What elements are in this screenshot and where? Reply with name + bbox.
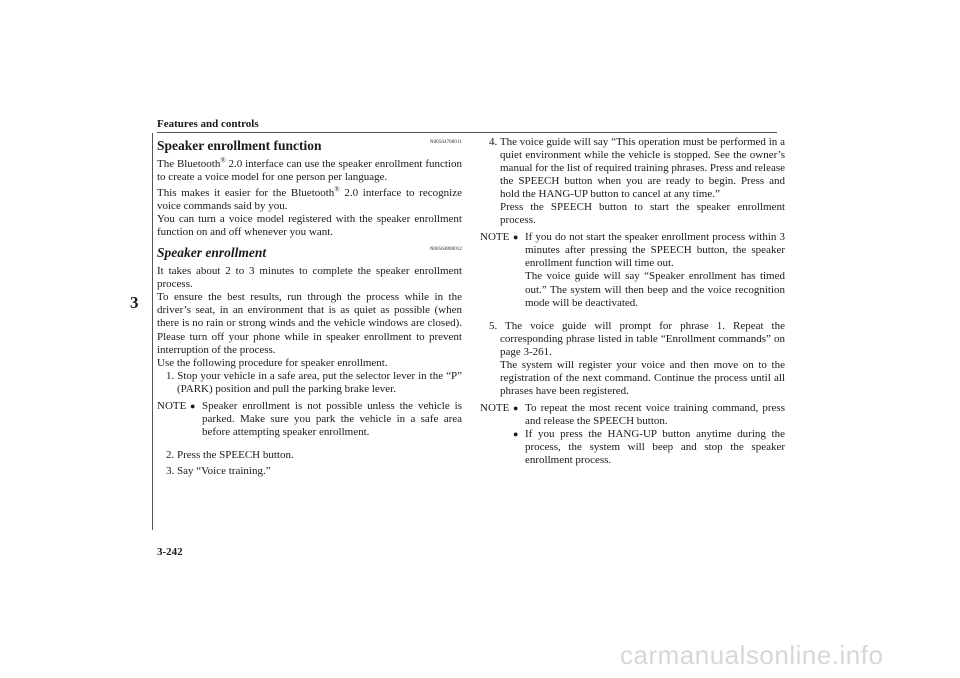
bullet-icon: ● bbox=[513, 402, 519, 413]
step-4: 4. The voice guide will say “This operation must be performed in a quiet environment while the vehicle is stopped. See the owner’s manual for the list of required training phrases. Press and release the SPEECH button when you are ready to begin. Press and hold the HANG-UP button to cancel at any time.” bbox=[489, 136, 785, 201]
watermark: carmanualsonline.info bbox=[620, 640, 884, 670]
left-column bbox=[157, 136, 462, 478]
note-label: NOTE bbox=[480, 401, 510, 414]
step-3: 3. Say “Voice training.” bbox=[166, 464, 271, 477]
note-text: Speaker enrollment is not possible unless the vehicle is parked. Make sure you park the vehicle in a safe area before attempting speaker enrollment. bbox=[202, 399, 462, 438]
paragraph-recognition bbox=[157, 187, 462, 213]
section-heading-text: Speaker enrollment function bbox=[157, 138, 322, 153]
note-label: NOTE bbox=[157, 399, 187, 412]
note-text: To repeat the most recent voice training command, press and release the SPEECH button. bbox=[525, 401, 785, 427]
note-text-b: The voice guide will say “Speaker enrollment has timed out.” The system will then beep and the voice recognition mode will be deactivated. bbox=[525, 270, 785, 309]
note-block-1 bbox=[157, 400, 462, 439]
paragraph-duration: It takes about 2 to 3 minutes to complete the speaker enrollment process. bbox=[157, 265, 462, 291]
header-rule bbox=[157, 132, 777, 133]
right-column bbox=[480, 136, 785, 467]
step-1: 1. Stop your vehicle in a safe area, put the selector lever in the “P” (PARK) position and pull the parking brake lever. bbox=[166, 369, 462, 395]
registered-mark: ® bbox=[334, 185, 340, 194]
paragraph-procedure: Use the following procedure for speaker enrollment. bbox=[157, 356, 388, 369]
registered-mark: ® bbox=[220, 156, 226, 165]
paragraph-best-results: To ensure the best results, run through the process while in the driver’s seat, in an environment that is as quiet as possible (when there is no rain or strong winds and the vehicle windows are closed). Please turn off your phone while in speaker enrollment to prevent interruption of the process. bbox=[157, 291, 462, 356]
subsection-heading bbox=[157, 245, 462, 261]
note-bullet bbox=[513, 428, 785, 467]
note-bullet bbox=[513, 231, 785, 309]
bullet-icon: ● bbox=[190, 400, 196, 411]
bullet-icon: ● bbox=[513, 428, 519, 439]
subsection-heading-text: Speaker enrollment bbox=[157, 245, 267, 261]
recognition-text-a: This makes it easier for the Bluetooth bbox=[157, 187, 335, 200]
chapter-tab-column bbox=[127, 133, 153, 530]
step-5: 5. The voice guide will prompt for phrase 1. Repeat the corresponding phrase listed in table “Enrollment commands” on page 3-261. bbox=[489, 319, 785, 358]
chapter-number: 3 bbox=[130, 293, 139, 312]
note-label: NOTE bbox=[480, 231, 510, 244]
note-bullet bbox=[190, 400, 462, 439]
note-text: If you press the HANG-UP button anytime during the process, the system will beep and stop the speaker enrollment process. bbox=[525, 427, 785, 467]
intro-text-a: The Bluetooth bbox=[157, 158, 221, 170]
section-code: N00564700011 bbox=[429, 140, 462, 145]
page-number: 3-242 bbox=[157, 546, 183, 558]
recognition-text-b: 2.0 interface to recognize voice commands said by you. bbox=[157, 187, 462, 213]
paragraph-toggle: You can turn a voice model registered with the speaker enrollment function on and off whenever you want. bbox=[157, 213, 462, 239]
intro-paragraph bbox=[157, 158, 462, 184]
subsection-code: N00564800012 bbox=[429, 247, 462, 253]
section-heading bbox=[157, 138, 462, 154]
step-5-continuation: The system will register your voice and then move on to the registration of the next command. Continue the process until all phrases have been registered. bbox=[500, 358, 785, 397]
bullet-icon: ● bbox=[513, 232, 519, 243]
note-bullet bbox=[513, 402, 785, 428]
note-block-2 bbox=[480, 231, 785, 309]
step-2: 2. Press the SPEECH button. bbox=[166, 448, 294, 461]
note-block-3 bbox=[480, 402, 785, 467]
note-text-a: If you do not start the speaker enrollment process within 3 minutes after pressing the SPEECH button, the speaker enrollment function will time out. bbox=[525, 231, 785, 270]
running-header: Features and controls bbox=[157, 118, 259, 130]
step-4-continuation: Press the SPEECH button to start the speaker enrollment process. bbox=[500, 201, 785, 227]
note-text bbox=[525, 231, 785, 309]
intro-text-b: 2.0 interface can use the speaker enrollment function to create a voice model for one person per language. bbox=[157, 158, 462, 184]
